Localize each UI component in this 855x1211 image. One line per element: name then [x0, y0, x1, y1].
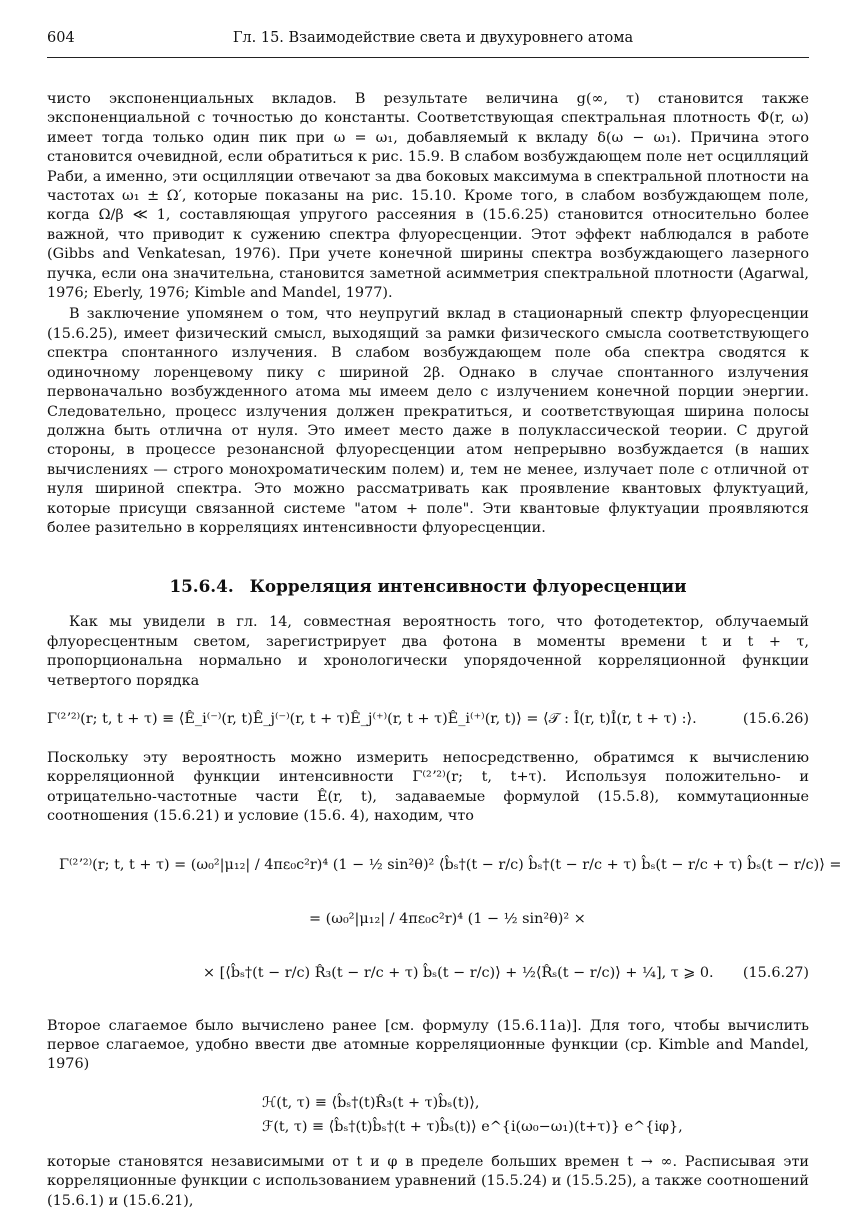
page — [47, 30, 842, 1211]
equation-line-2: = (ω₀²|μ₁₂| / 4πε₀c²r)⁴ (1 − ½ sin²θ)² × — [309, 910, 586, 927]
running-header — [47, 30, 809, 58]
equation-15-6-27 — [47, 841, 842, 997]
equation-15-6-26 — [47, 709, 809, 731]
equation-number: (15.6.27) — [742, 964, 809, 981]
section-title: Корреляция интенсивности флуоресценции — [249, 576, 687, 597]
section-number: 15.6.4. — [169, 576, 234, 597]
paragraph-second-term: Второе слагаемое было вычислено ранее [см. формулу (15.6.11a)]. Для того, чтобы вычислить первое слагаемое, удобно ввести две атомные корреляционные функции (ср. Kimble and Mandel, 1976) — [47, 1017, 809, 1073]
equation-definitions — [47, 1087, 809, 1143]
equation-body: Γ⁽²ʼ²⁾(r; t, t + τ) ≡ ⟨Ê_i⁽⁻⁾(r, t)Ê_j⁽⁻⁾(r, t + τ)Ê_j⁽⁺⁾(r, t + τ)Ê_i⁽⁺⁾(r, t)⟩ = ⟨𝒯 : Î(r, t)Î(r, t + τ) :⟩. — [47, 710, 697, 727]
page-number: 604 — [47, 30, 75, 46]
definition-f-function: ℱ(t, τ) ≡ ⟨b̂ₛ†(t)b̂ₛ†(t + τ)b̂ₛ(t)⟩ e^{i(ω₀−ω₁)(t+τ)} e^{iφ}, — [262, 1118, 683, 1135]
chapter-title: Гл. 15. Взаимодействие света и двухуровнего атома — [232, 30, 634, 46]
paragraph-continuation: чисто экспоненциальных вкладов. В результате величина g(∞, τ) становится также экспоненциальной с точностью до константы. Соответствующая спектральная плотность Φ(r, ω) имеет тогда только один пик при ω = ω₁, добавляемый к вкладу δ(ω − ω₁). Причина этого становится очевидной, если обратиться к рис. 15.9. В слабом возбуждающем поле нет осцилляций Раби, а именно, эти осцилляции отвечают за два боковых максимума в спектральной плотности на частотах ω₁ ± Ω′, которые показаны на рис. 15.10. Кроме того, в слабом возбуждающем поле, когда Ω/β ≪ 1, составляющая упругого рассеяния в (15.6.25) становится относительно более важной, что приводит к сужению спектра флуоресценции. Этот эффект наблюдался в работе (Gibbs and Venkatesan, 1976). При учете конечной ширины спектра возбуждающего лазерного пучка, если она значительна, становится заметной асимметрия спектральной плотности (Agarwal, 1976; Eberly, 1976; Kimble and Mandel, 1977). — [47, 91, 809, 302]
paragraph-intro: Как мы увидели в гл. 14, совместная вероятность того, что фотодетектор, облучаемый флуоресцентным светом, зарегистрирует два фотона в моменты времени t и t + τ, пропорциональна нормально и хронологически упорядоченной корреляционной функции четвертого порядка — [47, 614, 809, 689]
paragraph-measurement: Поскольку эту вероятность можно измерить непосредственно, обратимся к вычислению корреляционной функции интенсивности Γ⁽²ʼ²⁾(r; t, t+τ). Используя положительно- и отрицательно-частотные части Ê(r, t), задаваемые формулой (15.5.8), коммутационные соотношения (15.6.21) и условие (15.6. 4), находим, что — [47, 749, 809, 825]
definition-h-function: ℋ(t, τ) ≡ ⟨b̂ₛ†(t)R̂₃(t + τ)b̂ₛ(t)⟩, — [262, 1094, 480, 1111]
paragraph-conclusion: В заключение упомянем о том, что неупругий вклад в стационарный спектр флуоресценции (15.6.25), имеет физический смысл, выходящий за рамки физического смысла соответствующего спектра спонтанного излучения. В слабом возбуждающем поле оба спектра сводятся к одиночному лоренцевому пику с шириной 2β. Однако в случае спонтанного излучения первоначально возбужденного атома мы имеем дело с излучением конечной порции энергии. Следовательно, процесс излучения должен прекратиться, и соответствующая ширина полосы должна быть отлична от нуля. Это имеет место даже в полуклассической теории. С другой стороны, в процессе резонансной флуоресценции атом непрерывно возбуждается (в наших вычислениях — строго монохроматическим полем) и, тем не менее, излучает поле с отличной от нуля шириной спектра. Это можно рассматривать как проявление квантовых флуктуаций, которые присущи связанной системе "атом + поле". Эти квантовые флуктуации проявляются более разительно в корреляциях интенсивности флуоресценции. — [47, 306, 809, 536]
paragraph-final: которые становятся независимыми от t и φ в пределе больших времен t → ∞. Расписывая эти корреляционные функции с использованием уравнений (15.5.24) и (15.5.25), а также соотношений (15.6.1) и (15.6.21), — [47, 1153, 809, 1209]
equation-line-3: × [⟨b̂ₛ†(t − r/c) R̂₃(t − r/c + τ) b̂ₛ(t − r/c)⟩ + ½⟨R̂ₛ(t − r/c)⟩ + ¼], τ ⩾ 0. — [203, 964, 714, 981]
section-heading — [47, 576, 809, 596]
equation-number: (15.6.26) — [742, 710, 809, 727]
equation-line-1: Γ⁽²ʼ²⁾(r; t, t + τ) = (ω₀²|μ₁₂| / 4πε₀c²r)⁴ (1 − ½ sin²θ)² ⟨b̂ₛ†(t − r/c) b̂ₛ†(t − r/c + τ) b̂ₛ(t − r/c + τ) b̂ₛ(t − r/c)⟩ = — [59, 856, 842, 873]
